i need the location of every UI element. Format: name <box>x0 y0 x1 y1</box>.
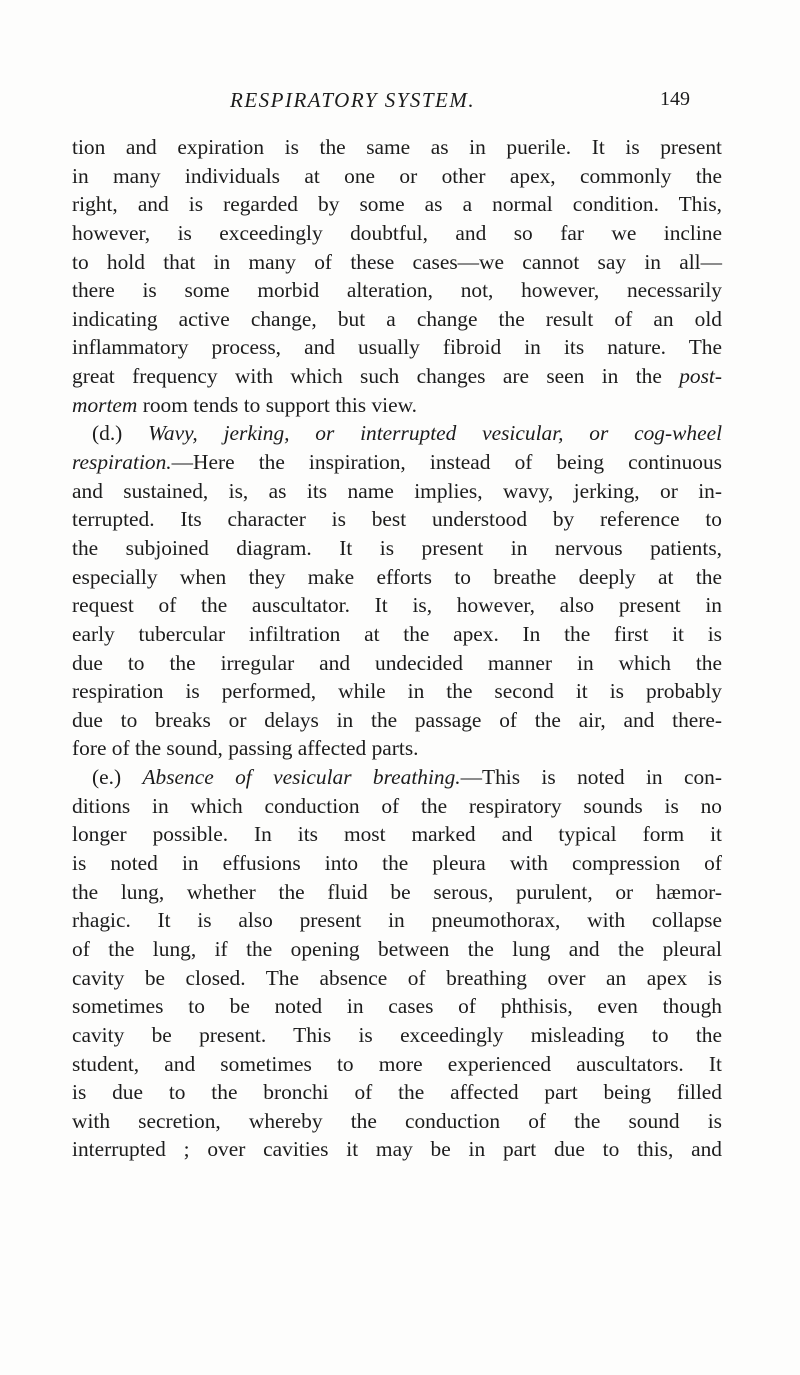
text-line: ditions in which conduction of the respiratory sounds is no <box>72 793 722 818</box>
text-line: longer possible. In its most marked and typical form it <box>72 822 722 847</box>
running-title: RESPIRATORY SYSTEM. <box>230 88 476 112</box>
text-line: sometimes to be noted in cases of phthisis, even though <box>72 994 722 1019</box>
running-head <box>230 88 690 118</box>
text-line: due to breaks or delays in the passage of the air, and there- <box>72 707 722 732</box>
text-line: tion and expiration is the same as in puerile. It is present <box>72 135 722 159</box>
text-line: however, is exceedingly doubtful, and so far we incline <box>72 220 722 245</box>
text-line: to hold that in many of these cases—we cannot say in all— <box>72 249 722 274</box>
text-line: in many individuals at one or other apex, commonly the <box>72 163 722 188</box>
text-line: respiration is performed, while in the second it is probably <box>72 679 722 704</box>
text-line: of the lung, if the opening between the lung and the pleural <box>72 936 722 961</box>
text-line: right, and is regarded by some as a normal condition. This, <box>72 192 722 217</box>
text-line: the lung, whether the fluid be serous, purulent, or hæmor- <box>72 879 722 904</box>
section-heading-e: (e.) Absence of vesicular breathing.—This is noted in con- <box>92 765 722 790</box>
text-line: great frequency with which such changes are seen in the post- <box>72 364 722 389</box>
text-line: interrupted ; over cavities it may be in part due to this, and <box>72 1137 722 1162</box>
text-line: with secretion, whereby the conduction of the sound is <box>72 1108 722 1133</box>
text-line: indicating active change, but a change the result of an old <box>72 306 722 331</box>
text-line: and sustained, is, as its name implies, wavy, jerking, or in- <box>72 478 722 503</box>
text-line: the subjoined diagram. It is present in nervous patients, <box>72 535 722 560</box>
body-text <box>72 133 722 1164</box>
text-line: especially when they make efforts to breathe deeply at the <box>72 564 722 589</box>
text-line: request of the auscultator. It is, however, also present in <box>72 593 722 618</box>
page-number: 149 <box>660 88 690 110</box>
text-line: is due to the bronchi of the affected part being filled <box>72 1080 722 1105</box>
text-line: terrupted. Its character is best understood by reference to <box>72 507 722 532</box>
text-line: respiration.—Here the inspiration, instead of being continuous <box>72 450 722 475</box>
text-line: student, and sometimes to more experienced auscultators. It <box>72 1051 722 1076</box>
text-line: cavity be present. This is exceedingly misleading to the <box>72 1022 722 1047</box>
text-line: fore of the sound, passing affected parts. <box>72 736 419 761</box>
text-line: rhagic. It is also present in pneumothorax, with collapse <box>72 908 722 933</box>
text-line: there is some morbid alteration, not, however, necessarily <box>72 278 722 303</box>
text-line: due to the irregular and undecided manner in which the <box>72 650 722 675</box>
text-line: is noted in effusions into the pleura with compression of <box>72 851 722 876</box>
text-line: cavity be closed. The absence of breathing over an apex is <box>72 965 722 990</box>
text-line: inflammatory process, and usually fibroid in its nature. The <box>72 335 722 360</box>
text-line: early tubercular infiltration at the apex. In the first it is <box>72 621 722 646</box>
text-line: mortem room tends to support this view. <box>72 392 418 417</box>
section-heading-d: (d.) Wavy, jerking, or interrupted vesicular, or cog-wheel <box>92 421 723 446</box>
